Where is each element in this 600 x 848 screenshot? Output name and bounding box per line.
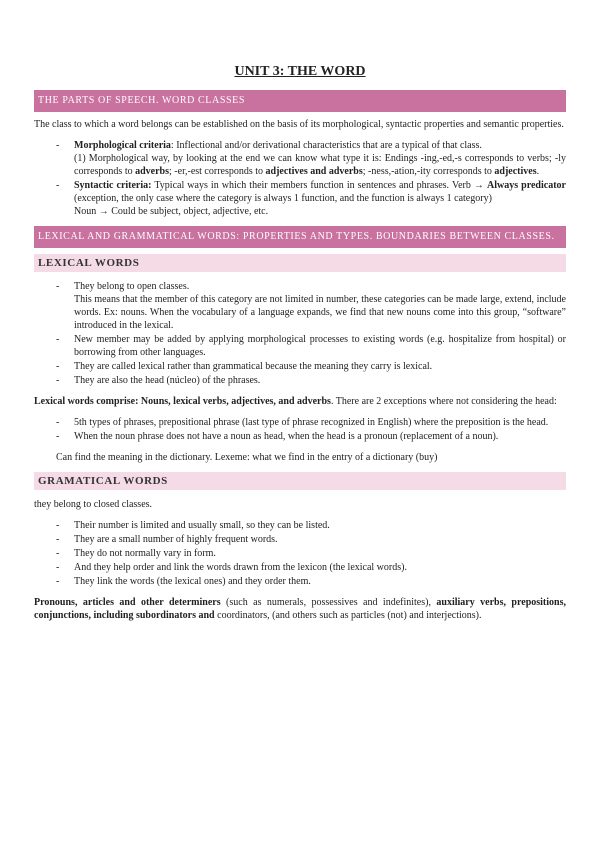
list-item [56,547,566,560]
list-item [56,561,566,574]
exceptions-list [34,416,566,443]
subheading-lexical-words: LEXICAL WORDS [34,254,566,272]
section-heading-lexical-grammatical: LEXICAL AND GRAMMATICAL WORDS: PROPERTIES AND TYPES. BOUNDARIES BETWEEN CLASSES. [34,226,566,248]
text: . There are 2 exceptions where not considering the head: [330,396,557,407]
text: Their number is limited and usually small, so they can be listed. [74,520,330,531]
list-item [56,280,566,332]
list-item [56,416,566,429]
criteria-list [34,139,566,218]
list-item [56,430,566,443]
bullet-dash: - [56,361,60,372]
section-heading-parts-of-speech: THE PARTS OF SPEECH. WORD CLASSES [34,90,566,112]
text: Pronouns, articles and other determiners [34,597,221,608]
list-item [56,139,566,178]
subheading-gramatical-words: GRAMATICAL WORDS [34,472,566,490]
bullet-dash: - [56,417,60,428]
text: They belong to open classes. [74,281,190,292]
gram-list [34,519,566,588]
list-item [56,333,566,359]
text: New member may be added by applying morphological processes to existing words (e.g. hospitalize from hospital) or borrowing from other languages. [74,334,566,358]
text: coordinators, (and others such as particles (not) and interjections). [214,610,482,621]
term-adjectives: adjectives [494,166,537,177]
text: They link the words (the lexical ones) and they order them. [74,576,311,587]
bullet-dash: - [56,281,60,292]
text: And they help order and link the words drawn from the lexicon (the lexical words). [74,562,407,573]
lexical-comprise-paragraph [34,395,566,408]
text: They do not normally vary in form. [74,548,216,559]
text: ; -ness,-ation,-ity corresponds to [362,166,495,177]
term-morphological: Morphological criteria [74,140,171,151]
text: Typical ways in which their members function in sentences and phrases. Verb → [151,180,487,191]
bullet-dash: - [56,431,60,442]
text: auxiliary verbs, prepositions, conjunctions, including subordinators and [34,597,566,621]
bullet-dash: - [56,180,60,191]
bullet-dash: - [56,375,60,386]
text: Noun → Could be subject, object, adjective, etc. [74,206,269,217]
text: This means that the member of this category are not limited in number, these categories can be made large, extend, include words. Ex: nouns. When the vocabulary of a language expands, we find that new nouns come into this group, “software” introduced in the lexical. [74,294,566,331]
list-item [56,575,566,588]
bullet-dash: - [56,334,60,345]
list-item [56,533,566,546]
text: They are also the head (núcleo) of the phrases. [74,375,261,386]
bullet-dash: - [56,534,60,545]
meaning-paragraph: Can find the meaning in the dictionary. Lexeme: what we find in the entry of a dictionary (buy) [56,452,438,463]
text: ; -er,-est corresponds to [169,166,266,177]
list-item [56,179,566,218]
bullet-dash: - [56,520,60,531]
page-title: UNIT 3: THE WORD [234,64,366,79]
text: (exception, the only case where the category is always 1 function, and the function is always 1 category) [74,193,492,204]
bullet-dash: - [56,562,60,573]
text: (1) Morphological way, by looking at the end we can know what type it is: Endings -ing,-ed,-s corresponds to verbs; -ly corresponds to [74,153,566,177]
gram-intro: they belong to closed classes. [34,499,153,510]
text: (such as numerals, possessives and indefinites), [220,597,437,608]
text: They are called lexical rather than grammatical because the meaning they carry is lexical. [74,361,433,372]
intro-paragraph: The class to which a word belongs can be established on the basis of its morphological, syntactic properties and semantic properties. [34,119,564,130]
bullet-dash: - [56,548,60,559]
text: Lexical words comprise: Nouns, lexical verbs, adjectives, and adverbs [34,396,331,407]
term-syntactic: Syntactic criteria: [74,180,152,191]
term-adverbs: adverbs [135,166,170,177]
list-item [56,360,566,373]
term-adj-adv: adjectives and adverbs [265,166,363,177]
text: When the noun phrase does not have a noun as head, when the head is a pronoun (replacement of a noun). [74,431,499,442]
term-always-predicator: Always predicator [486,180,566,191]
text: They are a small number of highly frequent words. [74,534,278,545]
list-item [56,374,566,387]
text: . [536,166,540,177]
text: : Inflectional and/or derivational characteristics that are a typical of that class. [170,140,482,151]
lexical-list [34,280,566,387]
text: 5th types of phrases, prepositional phrase (last type of phrase recognized in English) where the preposition is the head. [74,417,549,428]
bullet-dash: - [56,576,60,587]
list-item [56,519,566,532]
bullet-dash: - [56,140,60,151]
gram-final-paragraph [34,596,566,622]
